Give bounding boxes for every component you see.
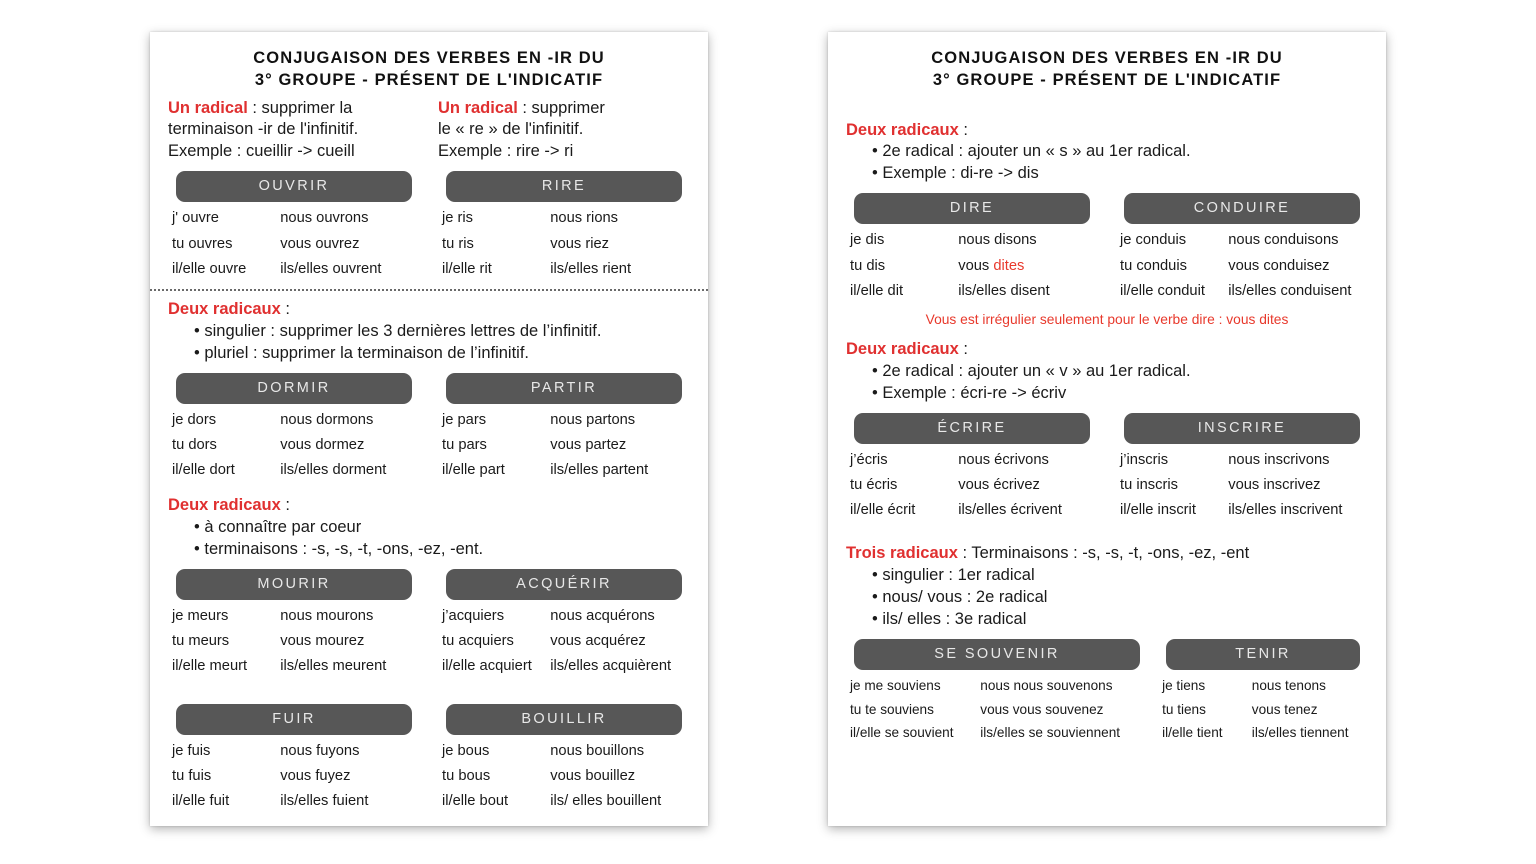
- conj-cell: tu te souviens: [850, 701, 934, 717]
- conj-row: [438, 431, 690, 456]
- conj-cell: ils/elles se souviennent: [980, 725, 1121, 741]
- conj-cell: vous conduisez: [1228, 257, 1330, 274]
- rule-un-radical-ir-line2: terminaison -ir de l'infinitif.: [168, 120, 359, 139]
- rule-deux-radicaux-2: [168, 495, 690, 561]
- rule-bullet: • singulier : 1er radical: [846, 565, 1368, 587]
- verb-pair-dire-conduire: [846, 187, 1368, 302]
- conj-cell: nous conduisons: [1228, 232, 1339, 249]
- rule-deux-radicaux-s: [846, 120, 1368, 186]
- verb-block-conduire: [1116, 187, 1368, 302]
- conj-cell: tu tiens: [1162, 701, 1206, 717]
- conj-row: [168, 652, 420, 677]
- rule-bullet: • singulier : supprimer les 3 dernières lettres de l’infinitif.: [168, 321, 690, 343]
- conj-row: [168, 737, 420, 762]
- conj-cell: tu ouvres: [172, 235, 233, 252]
- conj-row: [438, 627, 690, 652]
- conj-cell: vous inscrivez: [1228, 476, 1321, 493]
- conj-row: [846, 471, 1098, 496]
- conj-cell: ils/elles conduisent: [1228, 282, 1352, 299]
- conj-cell: je tiens: [1162, 677, 1206, 693]
- rule-bullet: • à connaître par coeur: [168, 517, 690, 539]
- verb-pair-fuir-bouillir: [168, 698, 690, 813]
- verb-header-ouvrir: OUVRIR: [176, 171, 412, 202]
- rule-un-radical-ir-lead-text: : supprimer la: [247, 98, 353, 117]
- rule-head-un-radical-ir: Un radical: [168, 98, 248, 117]
- conj-row: [438, 602, 690, 627]
- conj-cell: il/elle rit: [442, 260, 492, 277]
- verb-header-rire: RIRE: [446, 171, 682, 202]
- conj-row: [438, 204, 690, 229]
- left-title-line-1: CONJUGAISON DES VERBES EN -IR DU: [253, 49, 605, 67]
- conj-row: [1116, 226, 1368, 251]
- verb-pair-dormir-partir: [168, 367, 690, 482]
- conj-cell: tu fuis: [172, 767, 212, 784]
- conj-cell: nous dormons: [280, 411, 374, 428]
- verb-header-dormir: DORMIR: [176, 373, 412, 404]
- conj-row: [438, 255, 690, 280]
- rule-head-trois-radicaux: Trois radicaux: [846, 544, 958, 563]
- conj-row: [1158, 696, 1368, 720]
- conj-cell: vous acquérez: [550, 633, 646, 650]
- verb-header-inscrire: INSCRIRE: [1124, 413, 1360, 444]
- conj-cell: vous ouvrez: [280, 235, 360, 252]
- left-title-line-2: 3° GROUPE - PRÉSENT DE L'INDICATIF: [254, 70, 604, 89]
- rule-deux-radicaux-1-lead-text: :: [280, 299, 290, 318]
- verb-header-se-souvenir: SE SOUVENIR: [854, 639, 1140, 670]
- conj-row: [1116, 446, 1368, 471]
- rule-head-deux-radicaux-v: Deux radicaux: [846, 339, 959, 358]
- conj-cell: ils/elles inscrivent: [1228, 502, 1343, 519]
- right-title-line-2: 3° GROUPE - PRÉSENT DE L'INDICATIF: [932, 70, 1282, 89]
- conj-cell: nous rions: [550, 210, 618, 227]
- rule-head-deux-radicaux-1: Deux radicaux: [168, 299, 281, 318]
- conj-cell: nous ouvrons: [280, 210, 369, 227]
- conj-cell: tu pars: [442, 436, 487, 453]
- conj-row: [1116, 252, 1368, 277]
- conj-row: [438, 230, 690, 255]
- conj-cell: ils/elles dorment: [280, 462, 387, 479]
- conj-row: [1116, 277, 1368, 302]
- verb-header-partir: PARTIR: [446, 373, 682, 404]
- verb-block-inscrire: [1116, 407, 1368, 522]
- conj-row: [168, 787, 420, 812]
- rule-deux-radicaux-v: [846, 339, 1368, 405]
- conj-row: [438, 406, 690, 431]
- conj-cell-prefix: vous: [958, 257, 994, 274]
- rule-deux-radicaux-s-lead-text: :: [958, 120, 968, 139]
- conj-cell: tu meurs: [172, 633, 230, 650]
- verb-header-dire: DIRE: [854, 193, 1090, 224]
- conj-cell: il/elle acquiert: [442, 658, 532, 675]
- rule-deux-radicaux-1: [168, 299, 690, 365]
- conj-cell: il/elle dort: [172, 462, 235, 479]
- conj-row: [438, 762, 690, 787]
- conj-cell: il/elle écrit: [850, 502, 916, 519]
- conj-cell: il/elle se souvient: [850, 725, 954, 741]
- conj-row: [846, 226, 1098, 251]
- left-reference-card: [150, 32, 708, 826]
- rule-bullet: • 2e radical : ajouter un « v » au 1er radical.: [846, 361, 1368, 383]
- conj-cell: j' ouvre: [172, 210, 219, 227]
- verb-block-partir: [438, 367, 690, 482]
- conj-cell: j’écris: [850, 451, 888, 468]
- conj-cell: ils/elles acquièrent: [550, 658, 672, 675]
- conj-row: [168, 255, 420, 280]
- verb-block-ouvrir: [168, 165, 420, 280]
- conj-cell: nous disons: [958, 232, 1037, 249]
- conj-row: [846, 277, 1098, 302]
- conj-cell: ils/elles meurent: [280, 658, 387, 675]
- verb-header-fuir: FUIR: [176, 704, 412, 735]
- conj-cell: vous tenez: [1251, 701, 1318, 717]
- conj-row: [168, 627, 420, 652]
- conj-cell: ils/elles tiennent: [1251, 725, 1349, 741]
- section-divider: [150, 289, 708, 291]
- conj-cell: ils/elles ouvrent: [280, 260, 382, 277]
- verb-pair-se-souvenir-tenir: [846, 633, 1368, 743]
- verb-block-se-souvenir: [846, 633, 1148, 743]
- conj-cell: tu acquiers: [442, 633, 514, 650]
- rule-un-radical-re-lead: [438, 98, 690, 120]
- conj-cell: nous acquérons: [550, 608, 655, 624]
- conj-row: [438, 787, 690, 812]
- rule-un-radical-re-lead-text: : supprimer: [517, 98, 605, 117]
- conj-cell: nous partons: [550, 411, 636, 428]
- rule-deux-radicaux-s-lead: [846, 120, 1368, 142]
- conj-cell: je bous: [442, 742, 490, 759]
- verb-block-mourir: [168, 563, 420, 678]
- verb-block-dire: [846, 187, 1098, 302]
- conj-cell: il/elle fuit: [172, 792, 230, 809]
- conj-cell: nous inscrivons: [1228, 451, 1330, 468]
- conj-cell: tu dis: [850, 257, 886, 274]
- conj-cell: nous écrivons: [958, 451, 1049, 468]
- conj-cell: il/elle part: [442, 462, 505, 479]
- conj-cell: il/elle bout: [442, 792, 509, 809]
- irregular-note: Vous est irrégulier seulement pour le verbe dire : vous dites: [925, 311, 1289, 327]
- conj-row: [168, 602, 420, 627]
- conj-row: [1116, 471, 1368, 496]
- conj-row: [168, 431, 420, 456]
- right-card-title: [846, 48, 1368, 92]
- conj-cell: j’inscris: [1120, 451, 1169, 468]
- verb-header-mourir: MOURIR: [176, 569, 412, 600]
- conj-cell: vous écrivez: [958, 476, 1040, 493]
- conj-row: [846, 696, 1148, 720]
- conj-cell: vous mourez: [280, 633, 365, 650]
- conj-cell: il/elle ouvre: [172, 260, 247, 277]
- conj-cell: nous bouillons: [550, 742, 645, 759]
- rule-trois-radicaux: [846, 543, 1368, 631]
- right-title-line-1: CONJUGAISON DES VERBES EN -IR DU: [931, 49, 1283, 67]
- conj-row: [168, 762, 420, 787]
- rule-trois-radicaux-lead: [846, 543, 1368, 565]
- conj-cell: tu conduis: [1120, 257, 1187, 274]
- rule-bullet: • nous/ vous : 2e radical: [846, 587, 1368, 609]
- rule-trois-radicaux-lead-text: : Terminaisons : -s, -s, -t, -ons, -ez, -ent: [957, 544, 1250, 563]
- irregular-form-dites: dites: [993, 257, 1025, 274]
- rule-un-radical-re: [438, 98, 690, 164]
- conj-cell: il/elle dit: [850, 282, 904, 299]
- conj-cell: tu écris: [850, 476, 898, 493]
- rule-un-radical-ir-line3: Exemple : cueillir -> cueill: [168, 142, 355, 161]
- left-top-rules-row: [168, 98, 690, 164]
- rule-deux-radicaux-v-lead: [846, 339, 1368, 361]
- rule-bullet: • ils/ elles : 3e radical: [846, 609, 1368, 631]
- verb-header-conduire: CONDUIRE: [1124, 193, 1360, 224]
- rule-bullet: • pluriel : supprimer la terminaison de l’infinitif.: [168, 343, 690, 365]
- conj-row: [168, 406, 420, 431]
- conj-row: [168, 456, 420, 481]
- conj-cell: nous nous souvenons: [980, 677, 1113, 693]
- verb-block-bouillir: [438, 698, 690, 813]
- conj-cell: ils/ elles bouillent: [550, 792, 662, 809]
- verb-pair-mourir-acquerir: [168, 563, 690, 678]
- conj-row: [438, 456, 690, 481]
- verb-header-bouillir: BOUILLIR: [446, 704, 682, 735]
- conj-cell: vous riez: [550, 235, 610, 252]
- conj-cell: je dis: [850, 232, 885, 249]
- conj-cell: vous bouillez: [550, 767, 636, 784]
- conj-cell-irregular: [958, 256, 1096, 277]
- conj-cell: je me souviens: [850, 677, 941, 693]
- conj-cell: ils/elles rient: [550, 260, 632, 277]
- rule-bullet: • Exemple : di-re -> dis: [846, 163, 1368, 185]
- conj-cell: je pars: [442, 411, 487, 428]
- right-reference-card: [828, 32, 1386, 826]
- verb-block-dormir: [168, 367, 420, 482]
- rule-deux-radicaux-1-lead: [168, 299, 690, 321]
- rule-head-deux-radicaux-s: Deux radicaux: [846, 120, 959, 139]
- rule-deux-radicaux-v-lead-text: :: [958, 339, 968, 358]
- rule-bullet: • 2e radical : ajouter un « s » au 1er radical.: [846, 141, 1368, 163]
- rule-deux-radicaux-2-lead: [168, 495, 690, 517]
- conj-row: [846, 672, 1148, 696]
- conj-row: [846, 496, 1098, 521]
- conj-cell: il/elle tient: [1162, 725, 1223, 741]
- conj-cell: j’acquiers: [442, 608, 505, 624]
- conj-row: [168, 204, 420, 229]
- rule-deux-radicaux-2-lead-text: :: [280, 496, 290, 515]
- conj-cell: vous vous souvenez: [980, 701, 1104, 717]
- conj-cell: ils/elles fuient: [280, 792, 369, 809]
- conj-cell: ils/elles disent: [958, 282, 1050, 299]
- conj-cell: ils/elles partent: [550, 462, 649, 479]
- conj-row: [438, 737, 690, 762]
- rule-bullet: • Exemple : écri-re -> écriv: [846, 383, 1368, 405]
- rule-un-radical-re-line2: le « re » de l'infinitif.: [438, 120, 584, 139]
- rule-un-radical-re-line3: Exemple : rire -> ri: [438, 142, 574, 161]
- conj-cell: tu dors: [172, 436, 217, 453]
- conj-row: [846, 252, 1098, 277]
- rule-head-un-radical-re: Un radical: [438, 98, 518, 117]
- verb-pair-ecrire-inscrire: [846, 407, 1368, 522]
- conj-cell: tu ris: [442, 235, 474, 252]
- conj-cell: il/elle meurt: [172, 658, 248, 675]
- verb-block-rire: [438, 165, 690, 280]
- conj-row: [1158, 672, 1368, 696]
- rule-bullet: • terminaisons : -s, -s, -t, -ons, -ez, -ent.: [168, 539, 690, 561]
- conj-cell: vous dormez: [280, 436, 365, 453]
- verb-block-fuir: [168, 698, 420, 813]
- conj-cell: je meurs: [172, 608, 229, 624]
- verb-header-ecrire: ÉCRIRE: [854, 413, 1090, 444]
- conj-cell: tu inscris: [1120, 476, 1178, 493]
- conj-cell: nous tenons: [1251, 677, 1326, 693]
- verb-pair-ouvrir-rire: [168, 165, 690, 280]
- conj-row: [846, 446, 1098, 471]
- conj-row: [168, 230, 420, 255]
- conj-row: [846, 719, 1148, 743]
- conj-cell: je dors: [172, 411, 217, 428]
- left-card-title: [168, 48, 690, 92]
- conj-cell: vous partez: [550, 436, 627, 453]
- rule-un-radical-ir-lead: [168, 98, 420, 120]
- verb-block-acquerir: [438, 563, 690, 678]
- conj-row: [1116, 496, 1368, 521]
- rule-head-deux-radicaux-2: Deux radicaux: [168, 496, 281, 515]
- conj-cell: nous mourons: [280, 608, 374, 624]
- verb-block-tenir: [1158, 633, 1368, 743]
- conj-cell: il/elle inscrit: [1120, 502, 1196, 519]
- conj-cell: il/elle conduit: [1120, 282, 1205, 299]
- conj-cell: ils/elles écrivent: [958, 502, 1062, 519]
- conj-cell: je conduis: [1120, 232, 1187, 249]
- verb-header-tenir: TENIR: [1166, 639, 1360, 670]
- verb-block-ecrire: [846, 407, 1098, 522]
- conj-cell: je ris: [442, 210, 474, 227]
- conj-cell: nous fuyons: [280, 742, 360, 759]
- rule-un-radical-ir: [168, 98, 420, 164]
- verb-header-acquerir: ACQUÉRIR: [446, 569, 682, 600]
- conj-cell: vous fuyez: [280, 767, 351, 784]
- conj-cell: tu bous: [442, 767, 491, 784]
- conj-row: [1158, 719, 1368, 743]
- conj-cell: je fuis: [172, 742, 211, 759]
- conj-row: [438, 652, 690, 677]
